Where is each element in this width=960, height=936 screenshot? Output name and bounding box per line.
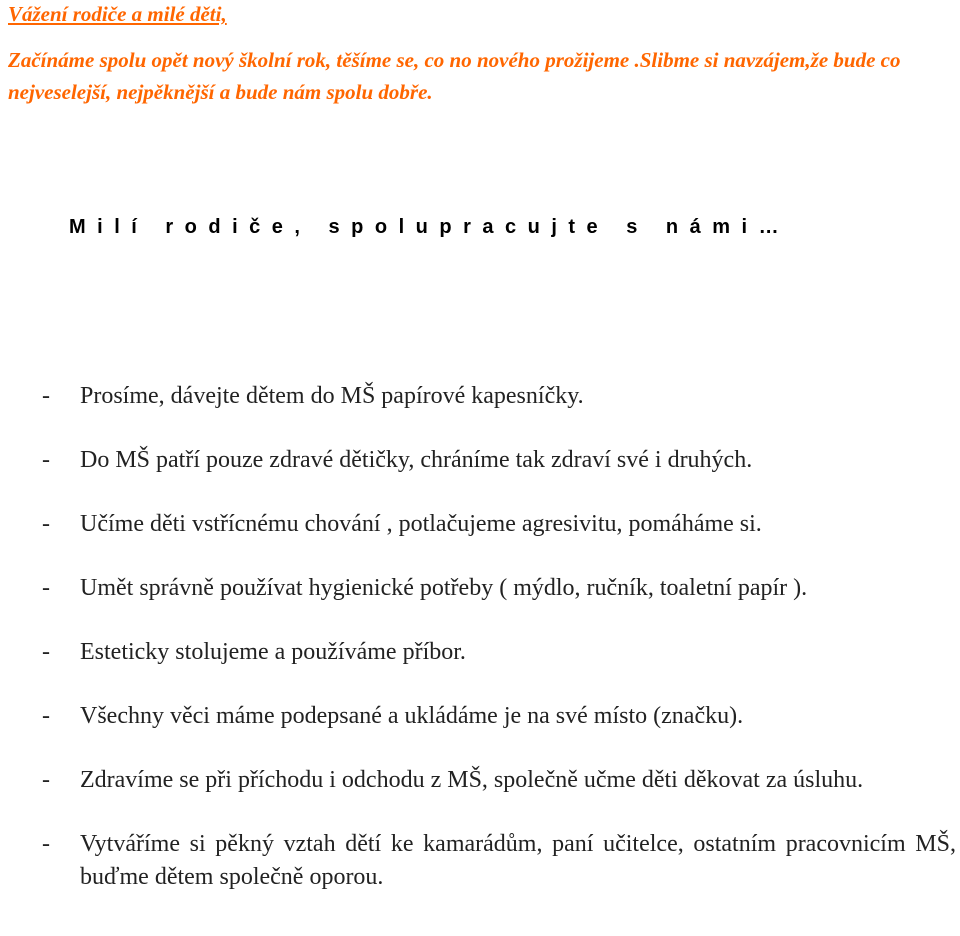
bullet-dash: - (42, 511, 50, 537)
rules-list (0, 380, 960, 925)
list-item (0, 380, 960, 413)
greeting: Vážení rodiče a milé děti, (8, 2, 227, 26)
list-item-text: Umět správně používat hygienické potřeby ( mýdlo, ručník, toaletní papír ). (80, 575, 808, 601)
list-item (0, 700, 960, 733)
list-item-text: Esteticky stolujeme a používáme příbor. (80, 639, 466, 665)
bullet-dash: - (42, 575, 50, 601)
list-item-text: Všechny věci máme podepsané a ukládáme je na své místo (značku). (80, 703, 744, 729)
list-item-text: Vytváříme si pěkný vztah dětí ke kamarádům, paní učitelce, ostatním pracovnicím MŠ, buďme dětem společně oporou. (80, 831, 956, 890)
bullet-dash: - (42, 447, 50, 473)
bullet-dash: - (42, 767, 50, 793)
list-item (0, 636, 960, 669)
section-heading: Milí rodiče, spolupracujte s námi… (69, 216, 791, 238)
list-item-text: Prosíme, dávejte dětem do MŠ papírové kapesníčky. (80, 383, 584, 409)
list-item (0, 828, 960, 894)
list-item (0, 508, 960, 541)
bullet-dash: - (42, 703, 50, 729)
list-item (0, 444, 960, 477)
list-item-text: Zdravíme se při příchodu i odchodu z MŠ, společně učme děti děkovat za úsluhu. (80, 767, 864, 793)
bullet-dash: - (42, 383, 50, 409)
list-item (0, 572, 960, 605)
bullet-dash: - (42, 831, 50, 857)
bullet-dash: - (42, 639, 50, 665)
list-item (0, 764, 960, 797)
intro-paragraph: Začínáme spolu opět nový školní rok, těšíme se, co no nového prožijeme .Slibme si navzájem,že bude co nejveselejší, nejpěknější a bude nám spolu dobře. (8, 48, 901, 104)
list-item-text: Do MŠ patří pouze zdravé dětičky, chráníme tak zdraví své i druhých. (80, 447, 753, 473)
list-item-text: Učíme děti vstřícnému chování , potlačujeme agresivitu, pomáháme si. (80, 511, 762, 537)
